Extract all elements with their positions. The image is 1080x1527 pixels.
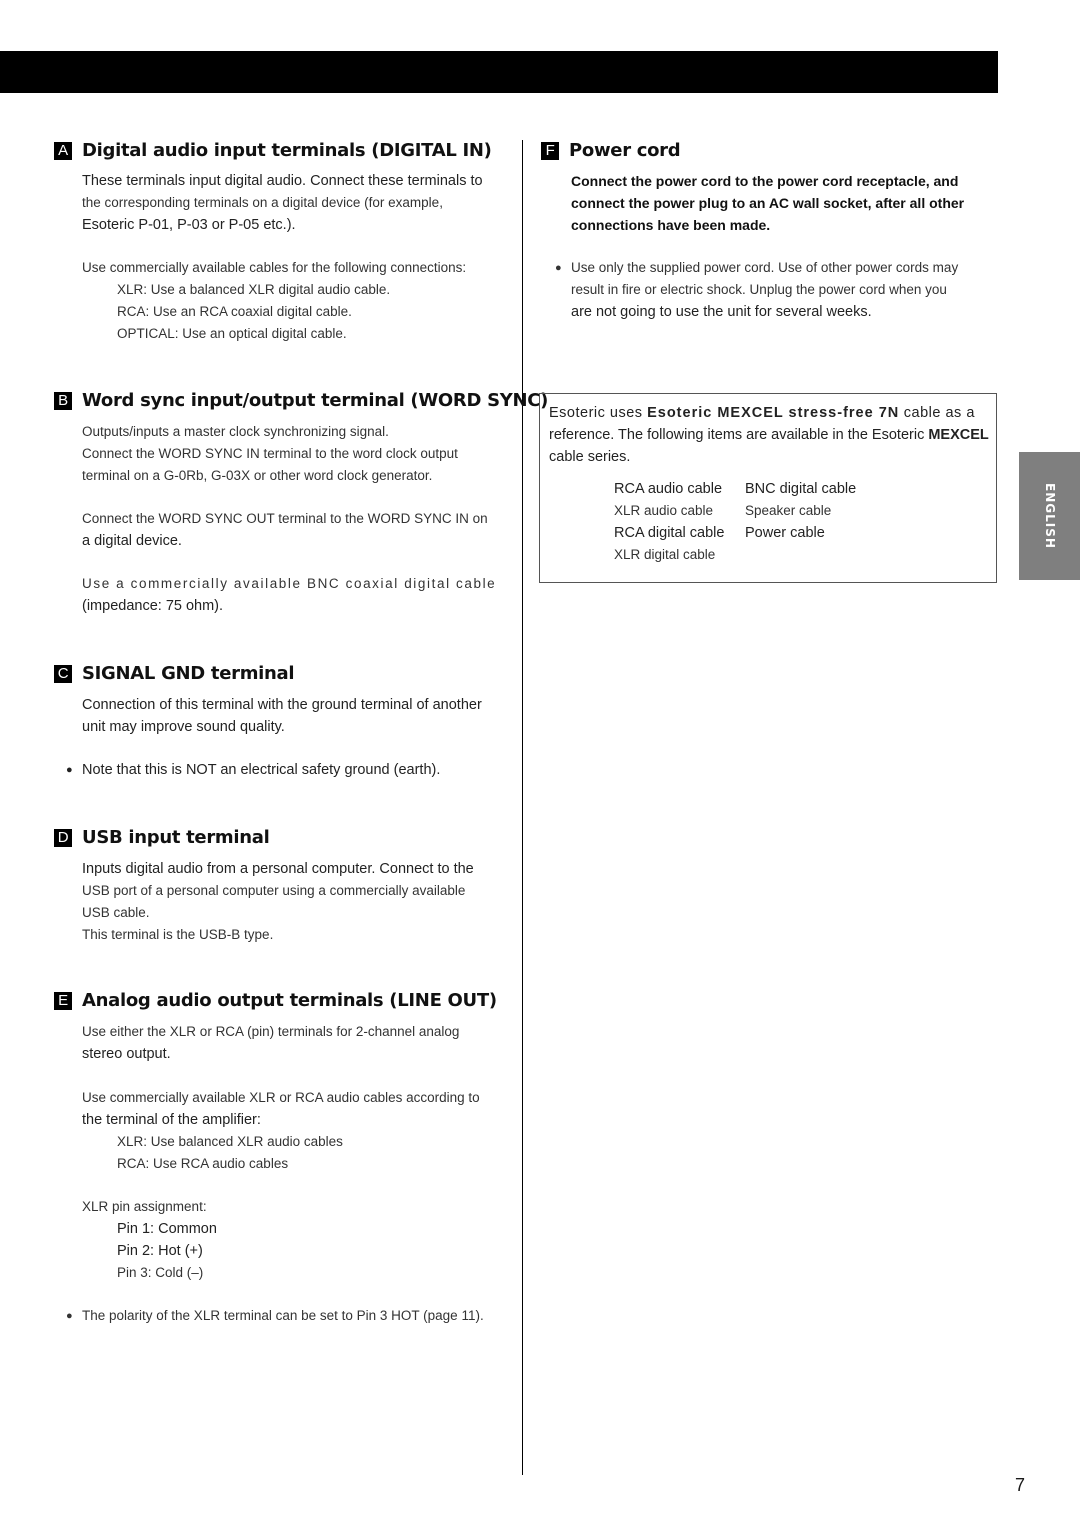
box-item-power: Power cable: [745, 525, 825, 541]
section-c-heading: [54, 663, 294, 684]
section-f-title: Power cord: [569, 140, 681, 161]
section-e-title: Analog audio output terminals (LINE OUT): [82, 990, 497, 1011]
section-f-bold-line2: connect the power plug to an AC wall socket, after all other: [571, 195, 965, 211]
section-e-pin-3: Pin 3: Cold (–): [117, 1265, 204, 1280]
box-line1: [549, 402, 975, 424]
section-e-letter: E: [54, 992, 72, 1010]
section-a-p2-line3: RCA: Use an RCA coaxial digital cable.: [117, 304, 352, 319]
section-c-letter: C: [54, 665, 72, 683]
section-f-letter: F: [541, 142, 559, 160]
section-b-title: Word sync input/output terminal (WORD SYNC): [82, 390, 549, 411]
header-bar: [0, 51, 998, 93]
section-b-p1-line3: terminal on a G-0Rb, G-03X or other word clock generator.: [82, 468, 433, 483]
box-line1-brand: Esoteric MEXCEL stress-free 7N: [647, 405, 900, 421]
section-e-p2-line2: the terminal of the amplifier:: [82, 1112, 261, 1128]
section-d-p1-line1: Inputs digital audio from a personal computer. Connect to the: [82, 861, 474, 877]
box-item-speaker: Speaker cable: [745, 503, 832, 518]
section-b-heading: [54, 390, 548, 411]
box-item-bnc-digital: BNC digital cable: [745, 481, 857, 497]
section-d-heading: [54, 827, 269, 848]
box-line2: [549, 424, 989, 446]
section-f-note-line2: result in fire or electric shock. Unplug the power cord when you: [571, 282, 947, 297]
section-d-title: USB input terminal: [82, 827, 270, 848]
section-d-p1-line3: USB cable.: [82, 905, 150, 920]
section-c-p1-line2: unit may improve sound quality.: [82, 719, 285, 735]
section-b-p3-line1: Use a commercially available BNC coaxial digital cable: [82, 576, 497, 591]
section-a-p2-line4: OPTICAL: Use an optical digital cable.: [117, 326, 347, 341]
section-f-heading: [541, 140, 680, 161]
section-d-p1-line4: This terminal is the USB-B type.: [82, 927, 274, 942]
section-b-letter: B: [54, 392, 72, 410]
section-b-p2-line2: a digital device.: [82, 533, 182, 549]
section-a-heading: [54, 140, 492, 161]
section-f-note-line3: are not going to use the unit for several weeks.: [571, 304, 872, 320]
section-c-p1-line1: Connection of this terminal with the ground terminal of another: [82, 697, 482, 713]
section-e-pin-title: XLR pin assignment:: [82, 1199, 207, 1214]
page-number: 7: [1015, 1475, 1026, 1495]
section-d-letter: D: [54, 829, 72, 847]
section-a-p2-line1: Use commercially available cables for the following connections:: [82, 260, 467, 275]
section-e-note: ● The polarity of the XLR terminal can be set to Pin 3 HOT (page 11).: [82, 1305, 484, 1327]
section-b-p3-line2: (impedance: 75 ohm).: [82, 598, 224, 614]
section-e-p1-line1: Use either the XLR or RCA (pin) terminals for 2-channel analog: [82, 1024, 460, 1039]
section-b-p1-line1: Outputs/inputs a master clock synchronizing signal.: [82, 424, 389, 439]
section-e-p2-line3: XLR: Use balanced XLR audio cables: [117, 1134, 343, 1149]
language-tab-label: ENGLISH: [1042, 483, 1057, 549]
box-line3: cable series.: [549, 449, 631, 465]
section-b-p1-line2: Connect the WORD SYNC IN terminal to the word clock output: [82, 446, 458, 461]
section-e-pin-1: Pin 1: Common: [117, 1221, 217, 1237]
box-item-rca-digital: RCA digital cable: [614, 525, 725, 541]
section-e-p1-line2: stereo output.: [82, 1046, 171, 1062]
box-item-xlr-audio: XLR audio cable: [614, 503, 714, 518]
box-item-rca-audio: RCA audio cable: [614, 481, 723, 497]
section-a-letter: A: [54, 142, 72, 160]
section-a-title: Digital audio input terminals (DIGITAL IN): [82, 140, 492, 161]
section-e-pin-2: Pin 2: Hot (+): [117, 1243, 203, 1259]
section-a-p1-line2: the corresponding terminals on a digital device (for example,: [82, 195, 443, 210]
section-f-bold-line1: Connect the power cord to the power cord receptacle, and: [571, 173, 959, 189]
section-c-note: ● Note that this is NOT an electrical safety ground (earth).: [82, 759, 440, 781]
section-a-p1-line3: Esoteric P-01, P-03 or P-05 etc.).: [82, 217, 296, 233]
box-line2-brand: MEXCEL: [928, 427, 989, 443]
section-a-p1-line1: These terminals input digital audio. Connect these terminals to: [82, 173, 483, 189]
column-divider: [522, 140, 523, 1475]
section-d-p1-line2: USB port of a personal computer using a commercially available: [82, 883, 466, 898]
section-e-heading: [54, 990, 497, 1011]
box-item-xlr-digital: XLR digital cable: [614, 547, 716, 562]
section-f-note-line1: ● Use only the supplied power cord. Use of other power cords may: [571, 257, 958, 279]
box-line1-a: Esoteric uses: [549, 405, 648, 421]
section-a-p2-line2: XLR: Use a balanced XLR digital audio cable.: [117, 282, 391, 297]
language-tab: [1019, 452, 1080, 580]
section-e-p2-line4: RCA: Use RCA audio cables: [117, 1156, 289, 1171]
section-f-bold-line3: connections have been made.: [571, 217, 771, 233]
box-line1-c: cable as a: [899, 405, 975, 421]
section-c-title: SIGNAL GND terminal: [82, 663, 295, 684]
box-line2-a: reference. The following items are available in the Esoteric: [549, 427, 929, 443]
section-b-p2-line1: Connect the WORD SYNC OUT terminal to the WORD SYNC IN on: [82, 511, 488, 526]
section-e-p2-line1: Use commercially available XLR or RCA audio cables according to: [82, 1090, 480, 1105]
